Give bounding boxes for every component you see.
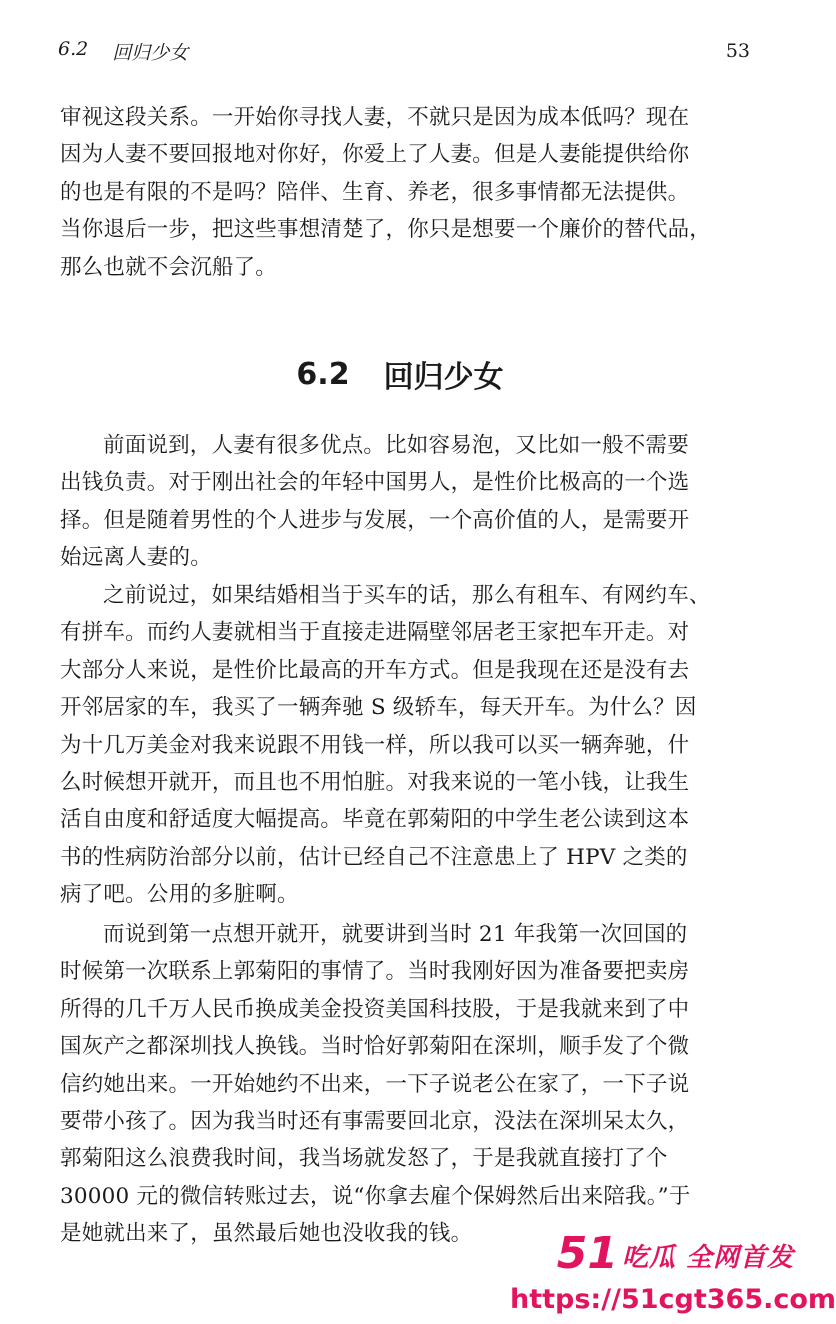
- text-line: 郭菊阳这么浪费我时间，我当场就发怒了，于是我就直接打了个: [60, 1146, 668, 1172]
- running-header-title: 回归少女: [112, 41, 189, 64]
- text-line: 病了吧。公用的多脏啊。: [60, 882, 299, 908]
- text-line: 之前说过，如果结婚相当于买车的话，那么有租车、有网约车、: [103, 583, 711, 608]
- section-heading-title: 回归少女: [383, 360, 504, 395]
- text-line: 为十几万美金对我来说跟不用钱一样，所以我可以买一辆奔驰，什: [60, 732, 690, 758]
- page-number: 53: [725, 40, 750, 62]
- text-line: 出钱负责。对于刚出社会的年轻中国男人，是性价比极高的一个选: [60, 470, 690, 496]
- section-heading: [0, 354, 800, 394]
- running-header-number: 6.2: [58, 37, 89, 60]
- text-line: 信约她出来。一开始她约不出来，一下子说老公在家了，一下子说: [60, 1071, 690, 1097]
- text-line: 要带小孩了。因为我当时还有事需要回北京，没法在深圳呆太久，: [60, 1109, 690, 1135]
- body-paragraph-3: [60, 916, 750, 1253]
- text-line: 而说到第一点想开就开，就要讲到当时 21 年我第一次回国的: [103, 922, 688, 947]
- text-line: 择。但是随着男性的个人进步与发展，一个高价值的人，是需要开: [60, 507, 690, 533]
- text-line: 是她就出来了，虽然最后她也没收我的钱。: [60, 1221, 473, 1247]
- text-line: 开邻居家的车，我买了一辆奔驰 S 级轿车，每天开车。为什么？因: [60, 695, 697, 721]
- watermark-logo: 51: [556, 1228, 618, 1279]
- text-line: 么时候想开就开，而且也不用怕脏。对我来说的一笔小钱，让我生: [60, 770, 690, 796]
- intro-paragraph: [60, 99, 750, 286]
- text-line: 前面说到，人妻有很多优点。比如容易泡，又比如一般不需要: [103, 433, 689, 458]
- text-line: 大部分人来说，是性价比最高的开车方式。但是我现在还是没有去: [60, 657, 690, 683]
- text-line: 因为人妻不要回报地对你好，你爱上了人妻。但是人妻能提供给你: [60, 142, 690, 168]
- text-line: 时候第一次联系上郭菊阳的事情了。当时我刚好因为准备要把卖房: [60, 959, 690, 985]
- text-line: 活自由度和舒适度大幅提高。毕竟在郭菊阳的中学生老公读到这本: [60, 807, 690, 833]
- text-line: 书的性病防治部分以前，估计已经自己不注意患上了 HPV 之类的: [60, 844, 688, 870]
- body-paragraph-1: [60, 427, 750, 577]
- body-paragraph-2: [60, 577, 750, 914]
- running-header-section: [58, 38, 188, 65]
- text-line: 始远离人妻的。: [60, 545, 212, 571]
- watermark-tagline: 吃瓜 全网首发: [621, 1243, 794, 1273]
- watermark-brand: [556, 1228, 794, 1279]
- watermark-url: https://51cgt365.com: [510, 1284, 836, 1315]
- section-heading-number: 6.2: [296, 356, 350, 392]
- text-line: 所得的几千万人民币换成美金投资美国科技股，于是我就来到了中: [60, 996, 690, 1022]
- site-watermark: [510, 1228, 836, 1324]
- text-line: 当你退后一步，把这些事想清楚了，你只是想要一个廉价的替代品，: [60, 217, 712, 243]
- text-line: 有拼车。而约人妻就相当于直接走进隔壁邻居老王家把车开走。对: [60, 620, 690, 646]
- text-line: 的也是有限的不是吗？陪伴、生育、养老，很多事情都无法提供。: [60, 179, 690, 205]
- text-line: 国灰产之都深圳找人换钱。当时恰好郭菊阳在深圳，顺手发了个微: [60, 1034, 690, 1060]
- text-line: 那么也就不会沉船了。: [60, 254, 278, 280]
- text-line: 30000 元的微信转账过去，说“你拿去雇个保姆然后出来陪我。”于: [60, 1183, 691, 1209]
- running-header: [58, 36, 750, 66]
- text-line: 审视这段关系。一开始你寻找人妻，不就只是因为成本低吗？现在: [60, 105, 690, 130]
